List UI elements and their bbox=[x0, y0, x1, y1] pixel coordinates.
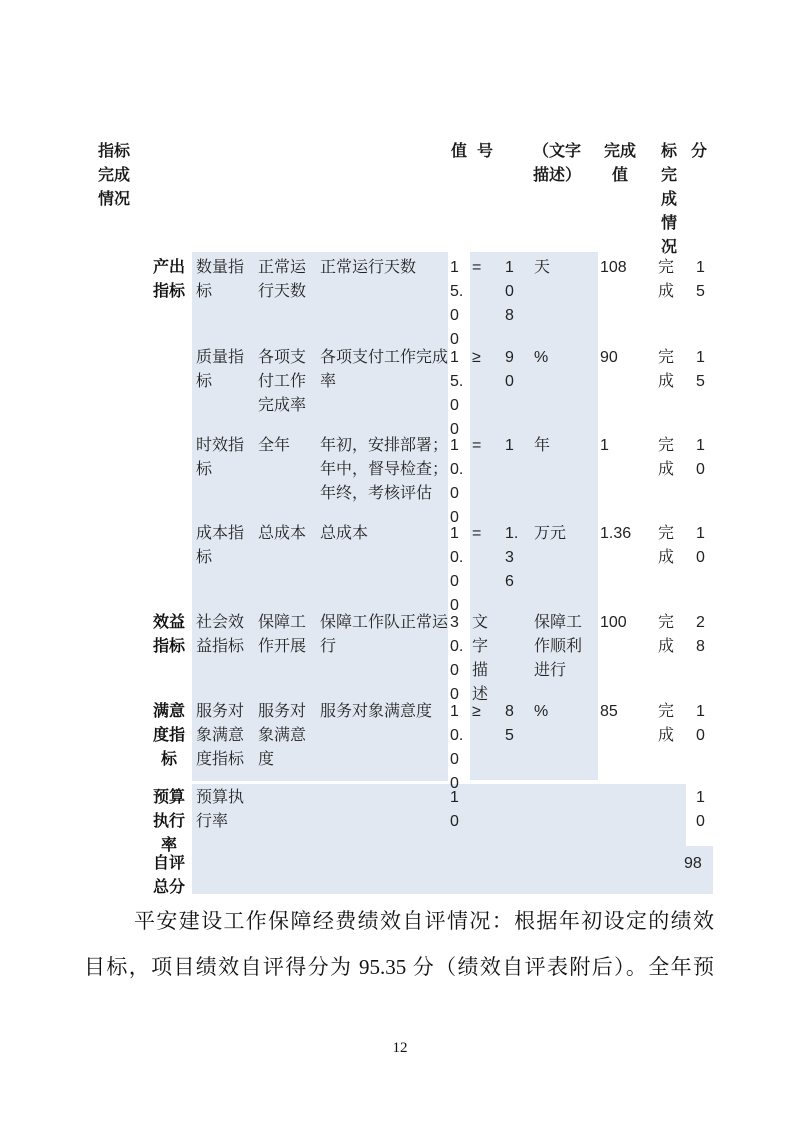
cell-value: 10.00 bbox=[450, 525, 464, 614]
cell-completed: 100 bbox=[600, 614, 627, 631]
cell-status: 完成 bbox=[658, 614, 675, 655]
header-text-description: （文字描述） bbox=[533, 143, 582, 184]
cell-category: 服务对象满意度指标 bbox=[196, 703, 245, 768]
cell-desc: 各项支付工作完成率 bbox=[320, 349, 449, 390]
cell-unit: 保障工作顺利进行 bbox=[534, 614, 583, 679]
cell-score: 10 bbox=[696, 525, 705, 566]
cell-name: 保障工作开展 bbox=[258, 614, 307, 655]
cell-name: 全年 bbox=[258, 437, 291, 454]
cell-status: 完成 bbox=[658, 437, 675, 478]
cell-target: 108 bbox=[505, 259, 514, 324]
cell-status: 完成 bbox=[658, 349, 675, 390]
cell-desc: 保障工作队正常运行 bbox=[320, 614, 449, 655]
cell-value: 30.00 bbox=[450, 614, 464, 703]
cell-sign: ≥ bbox=[472, 349, 481, 366]
header-completed-value: 完成值 bbox=[603, 143, 636, 184]
cell-completed: 1.36 bbox=[600, 525, 632, 542]
cell-value: 10.00 bbox=[450, 437, 464, 526]
cell-value: 15.00 bbox=[450, 259, 464, 348]
cell-score: 15 bbox=[696, 349, 705, 390]
cell-desc: 服务对象满意度 bbox=[320, 703, 433, 720]
page-number: 12 bbox=[392, 1040, 408, 1056]
cell-unit: % bbox=[534, 703, 549, 720]
table-shading-total-row bbox=[192, 846, 713, 894]
cell-desc: 总成本 bbox=[320, 525, 369, 542]
cell-status: 完成 bbox=[658, 525, 675, 566]
cell-unit: % bbox=[534, 349, 549, 366]
cell-completed: 85 bbox=[600, 703, 618, 720]
cell-value: 10.00 bbox=[450, 703, 464, 792]
header-target-completion-status: 标完成情况 bbox=[661, 143, 678, 256]
paragraph-line-1: 平安建设工作保障经费绩效自评情况：根据年初设定的绩效 bbox=[134, 909, 714, 933]
cell-score: 10 bbox=[696, 437, 705, 478]
cell-name: 服务对象满意度 bbox=[258, 703, 307, 768]
cell-unit: 万元 bbox=[534, 525, 567, 542]
cell-score: 28 bbox=[696, 614, 705, 655]
table-shading-budget-row bbox=[192, 784, 686, 846]
cell-category: 数量指标 bbox=[196, 259, 245, 300]
cell-category: 成本指标 bbox=[196, 525, 245, 566]
cell-sign: = bbox=[472, 525, 482, 542]
cell-category: 预算执行率 bbox=[196, 789, 245, 830]
cell-completed: 1 bbox=[600, 437, 609, 454]
row-group-label: 效益指标 bbox=[152, 614, 185, 655]
cell-score: 10 bbox=[696, 703, 705, 744]
paragraph-line-2: 目标，项目绩效自评得分为 95.35 分（绩效自评表附后）。全年预 bbox=[84, 955, 714, 979]
cell-sign: = bbox=[472, 437, 482, 454]
cell-desc: 正常运行天数 bbox=[320, 259, 417, 276]
cell-category: 质量指标 bbox=[196, 349, 245, 390]
cell-sign: 文字描述 bbox=[472, 614, 489, 703]
cell-name: 各项支付工作完成率 bbox=[258, 349, 307, 414]
cell-target: 1 bbox=[505, 437, 514, 454]
cell-target: 85 bbox=[505, 703, 514, 744]
cell-completed: 108 bbox=[600, 259, 627, 276]
cell-sign: ≥ bbox=[472, 703, 481, 720]
cell-unit: 天 bbox=[534, 259, 551, 276]
cell-target: 1.36 bbox=[505, 525, 519, 590]
header-indicator-status: 指标完成情况 bbox=[98, 143, 131, 208]
cell-status: 完成 bbox=[658, 259, 675, 300]
header-sign: 号 bbox=[477, 143, 494, 160]
cell-value: 15.00 bbox=[450, 349, 464, 438]
cell-score: 98 bbox=[684, 855, 702, 872]
cell-sign: = bbox=[472, 259, 482, 276]
cell-name: 总成本 bbox=[258, 525, 307, 542]
cell-name: 正常运行天数 bbox=[258, 259, 307, 300]
row-group-label: 满意度指标 bbox=[152, 703, 185, 768]
row-group-label: 产出指标 bbox=[152, 259, 185, 300]
row-group-label: 预算执行率 bbox=[152, 789, 185, 854]
cell-score: 10 bbox=[696, 789, 705, 830]
cell-completed: 90 bbox=[600, 349, 618, 366]
header-value: 值 bbox=[451, 143, 468, 160]
row-group-label: 自评总分 bbox=[152, 855, 185, 896]
cell-score: 15 bbox=[696, 259, 705, 300]
cell-desc: 年初，安排部署；年中，督导检查；年终，考核评估 bbox=[320, 437, 449, 502]
cell-target: 90 bbox=[505, 349, 514, 390]
header-score: 分 bbox=[691, 143, 708, 160]
cell-category: 社会效益指标 bbox=[196, 614, 245, 655]
cell-status: 完成 bbox=[658, 703, 675, 744]
cell-unit: 年 bbox=[534, 437, 551, 454]
cell-value: 10 bbox=[450, 789, 459, 830]
cell-category: 时效指标 bbox=[196, 437, 245, 478]
